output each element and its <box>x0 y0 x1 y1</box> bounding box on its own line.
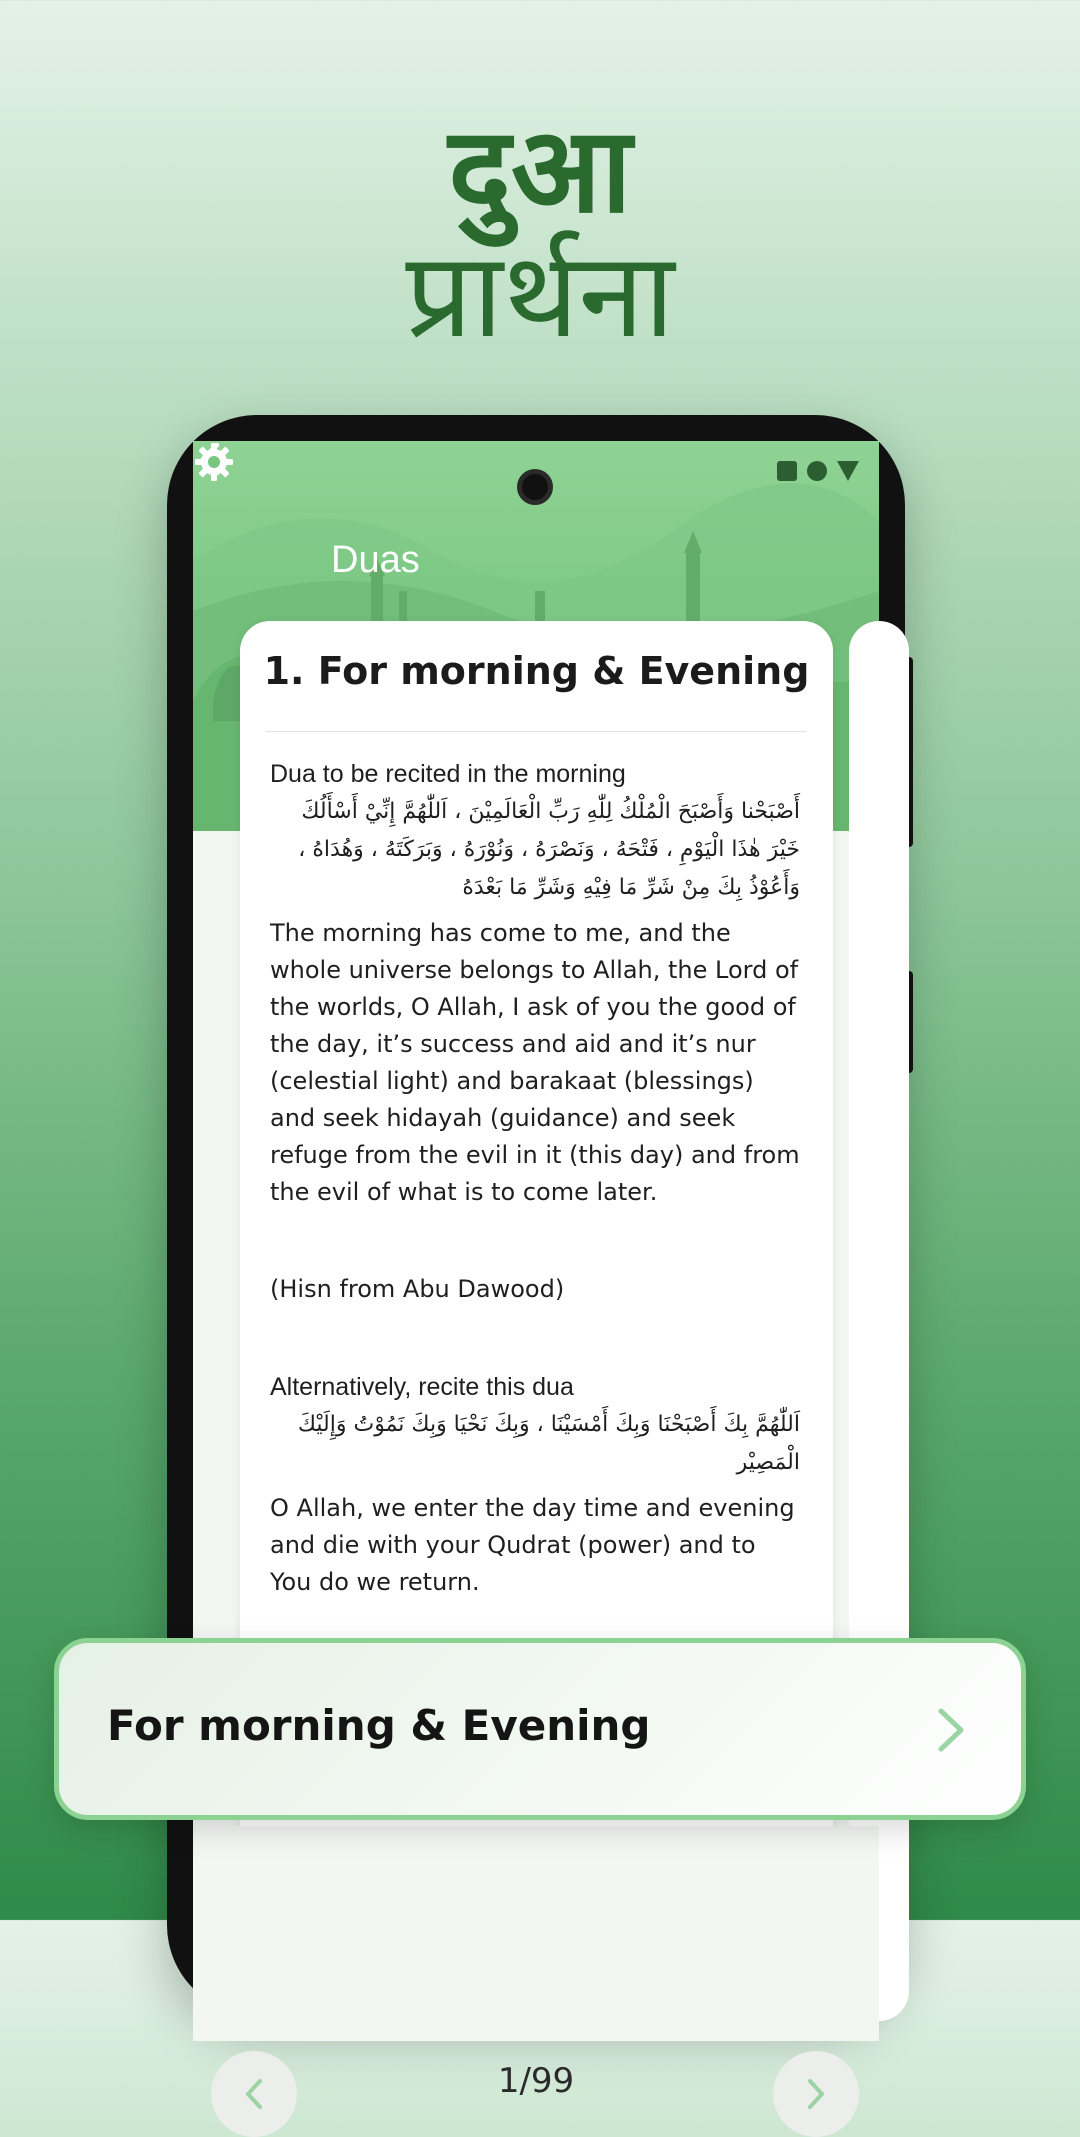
alt-dua-arabic-text: اَللّٰهُمَّ بِكَ أَصْبَحْنَا وَبِكَ أَمْسَيْنَا ، وَبِكَ نَحْيَا وَبِكَ نَمُوْتُ وَإِلَيْكَ الْمَصِيْر <box>297 1412 800 1475</box>
chevron-right-icon <box>804 2077 828 2111</box>
dua-title: 1. For morning & Evening <box>263 649 810 693</box>
square-status-icon <box>777 461 797 481</box>
promo-title-line1: दुआ <box>448 101 632 239</box>
dua-arabic-text: أَصْبَحْنا وَأَصْبَحَ الْمُلْكُ لِلّٰهِ رَبِّ الْعَالَمِيْنَ ، اَللّٰهُمَّ إِنِّيْ أَسْأَلُكَ خَيْرَ هٰذَا الْيَوْمِ ، فَتْحَهُ ، وَنَصْرَهُ ، وَنُوْرَهُ ، وَبَرَكَتَهُ ، وَهُدَاهُ ، وَأَعُوْذُ بِكَ مِنْ شَرِّ مَا فِيْهِ وَشَرِّ مَا بَعْدَهُ <box>298 799 800 900</box>
app-title: Duas <box>331 539 420 581</box>
dua-banner[interactable] <box>54 1638 1026 1820</box>
chevron-right-icon <box>931 1705 971 1755</box>
pager-bar <box>193 1826 879 2041</box>
dua-reference: (Hisn from Abu Dawood) <box>270 1275 565 1303</box>
status-bar-icons <box>777 461 859 481</box>
circle-status-icon <box>807 461 827 481</box>
banner-title: For morning & Evening <box>107 1701 651 1750</box>
front-camera <box>517 469 553 505</box>
alt-dua-subheading: Alternatively, recite this dua <box>270 1373 574 1401</box>
next-button[interactable] <box>773 2051 859 2137</box>
divider <box>266 731 806 732</box>
page-counter: 1/99 <box>497 2061 575 2101</box>
triangle-status-icon <box>837 461 859 481</box>
dua-body <box>270 757 800 1601</box>
promo-title-line2: प्रार्थना <box>405 226 675 364</box>
dua-subheading: Dua to be recited in the morning <box>270 760 626 788</box>
alt-dua-translation: O Allah, we enter the day time and evening and die with your Qudrat (power) and to You do we return. <box>270 1494 795 1596</box>
gear-icon[interactable] <box>193 441 235 483</box>
dua-translation: The morning has come to me, and the whole universe belongs to Allah, the Lord of the worlds, O Allah, I ask of you the good of the day, it’s success and aid and it’s nur (celestial light) and barakaat (blessings) and seek hidayah (guidance) and seek refuge from the evil in it (this day) and from the evil of what is to come later. <box>270 919 800 1206</box>
